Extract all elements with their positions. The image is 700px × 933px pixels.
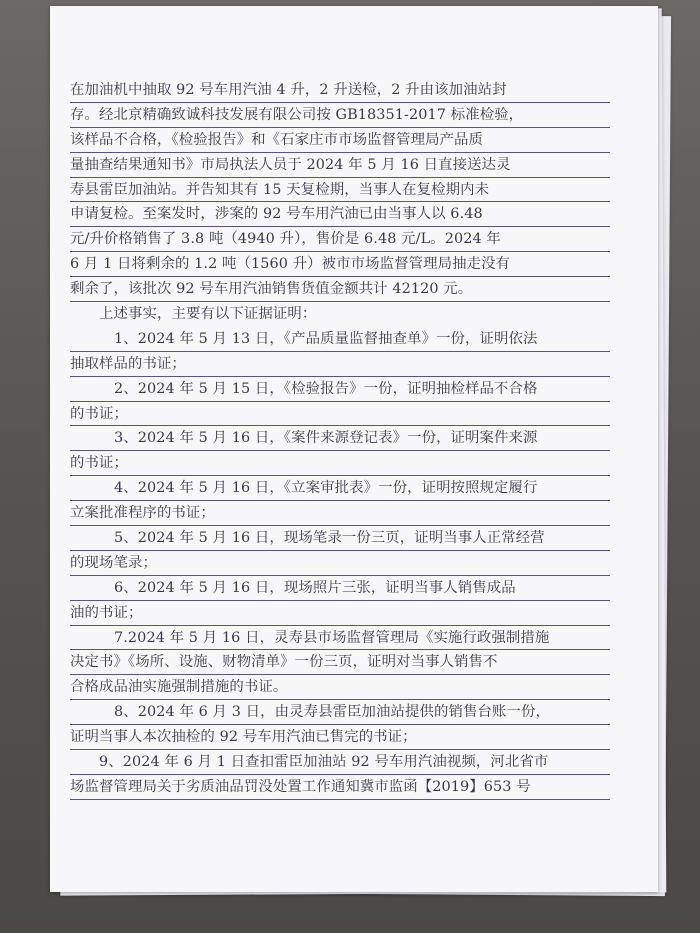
text-line: 在加油机中抽取 92 号车用汽油 4 升，2 升送检，2 升由该加油站封 [70, 78, 610, 103]
text-line: 元/升价格销售了 3.8 吨（4940 升），售价是 6.48 元/L。2024 年 [70, 227, 610, 252]
text-line: 剩余了，该批次 92 号车用汽油销售货值金额共计 42120 元。 [70, 277, 610, 302]
text-line: 决定书》《场所、设施、财物清单》一份三页，证明对当事人销售不 [70, 650, 610, 675]
document-body [70, 78, 610, 800]
text-line: 立案批准程序的书证； [70, 501, 610, 526]
evidence-item-4: 4、2024 年 5 月 16 日，《立案审批表》一份，证明按照规定履行 [70, 476, 610, 501]
text-line: 寿县雷臣加油站。并告知其有 15 天复检期，当事人在复检期内未 [70, 178, 610, 203]
text-line: 抽取样品的书证； [70, 352, 610, 377]
evidence-item-5: 5、2024 年 5 月 16 日，现场笔录一份三页，证明当事人正常经营 [70, 526, 610, 551]
text-line: 的书证； [70, 402, 610, 427]
evidence-item-3: 3、2024 年 5 月 16 日，《案件来源登记表》一份，证明案件来源 [70, 426, 610, 451]
evidence-item-2: 2、2024 年 5 月 15 日，《检验报告》一份，证明抽检样品不合格 [70, 377, 610, 402]
evidence-item-7: 7.2024 年 5 月 16 日，灵寿县市场监督管理局《实施行政强制措施 [70, 626, 610, 651]
text-line: 的书证； [70, 451, 610, 476]
text-line: 场监督管理局关于劣质油品罚没处置工作通知冀市监函【2019】653 号 [70, 775, 610, 800]
text-line: 存。经北京精确致诚科技发展有限公司按 GB18351-2017 标准检验， [70, 103, 610, 128]
text-line: 的现场笔录； [70, 551, 610, 576]
evidence-item-6: 6、2024 年 5 月 16 日，现场照片三张，证明当事人销售成品 [70, 576, 610, 601]
text-line: 6 月 1 日将剩余的 1.2 吨（1560 升）被市市场监督管理局抽走没有 [70, 252, 610, 277]
evidence-item-8: 8、2024 年 6 月 3 日，由灵寿县雷臣加油站提供的销售台账一份， [70, 700, 610, 725]
text-line: 申请复检。至案发时，涉案的 92 号车用汽油已由当事人以 6.48 [70, 202, 610, 227]
text-line: 该样品不合格，《检验报告》和《石家庄市市场监督管理局产品质 [70, 128, 610, 153]
evidence-item-1: 1、2024 年 5 月 13 日，《产品质量监督抽查单》一份，证明依法 [70, 327, 610, 352]
evidence-intro: 上述事实，主要有以下证据证明： [99, 306, 317, 323]
evidence-item-9: 9、2024 年 6 月 1 日查扣雷臣加油站 92 号车用汽油视频，河北省市 [70, 750, 610, 775]
text-line: 合格成品油实施强制措施的书证。 [70, 675, 610, 700]
text-line: 量抽查结果通知书》市局执法人员于 2024 年 5 月 16 日直接送达灵 [70, 153, 610, 178]
text-line: 证明当事人本次抽检的 92 号车用汽油已售完的书证； [70, 725, 610, 750]
text-line: 油的书证； [70, 601, 610, 626]
